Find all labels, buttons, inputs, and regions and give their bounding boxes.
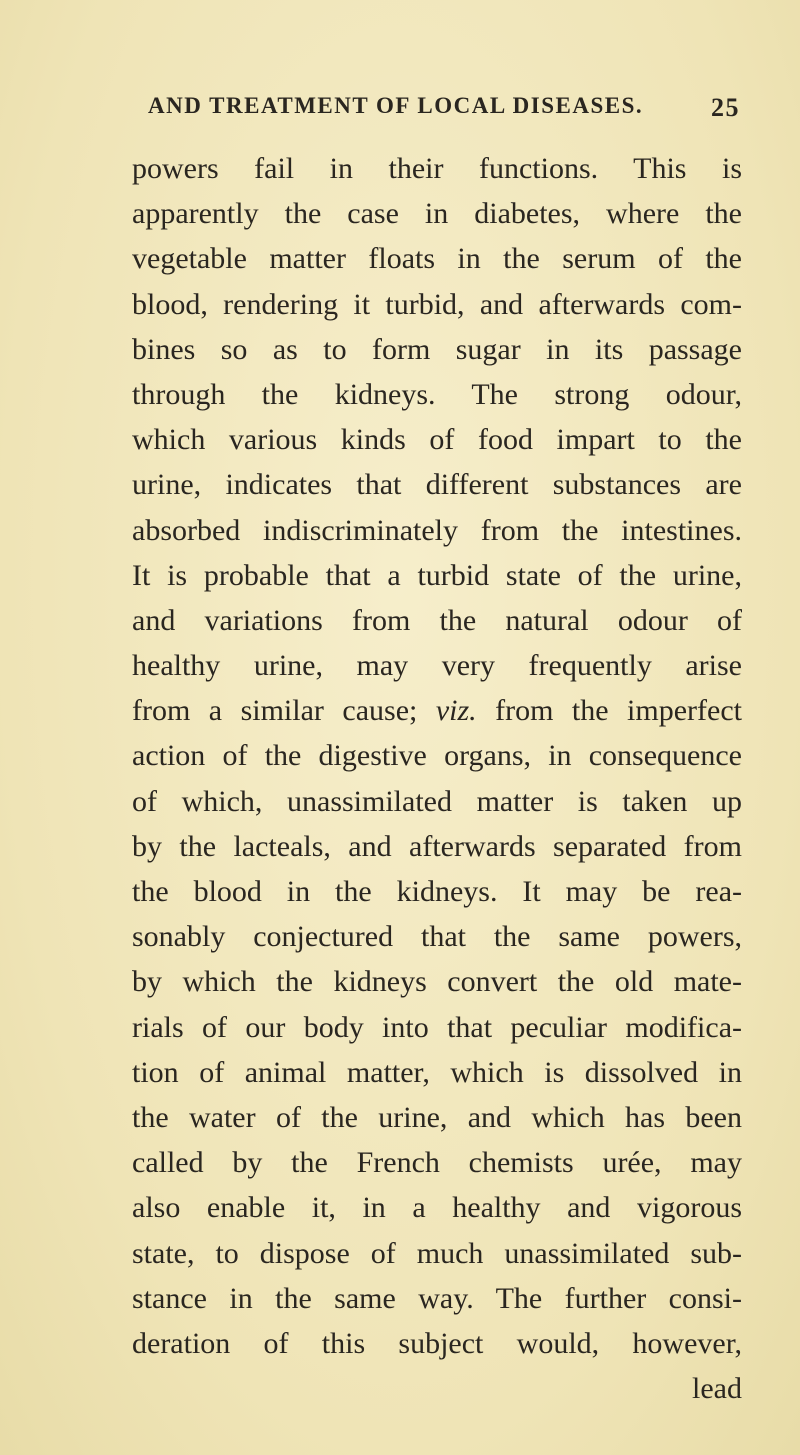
text-line: It is probable that a turbid state of the urine,	[132, 558, 742, 592]
text-line: the blood in the kidneys. It may be rea-	[132, 875, 742, 908]
text-line: healthy urine, may very frequently arise	[132, 649, 742, 683]
text-line: sonably conjectured that the same powers,	[132, 920, 742, 954]
text-line: of which, unassimilated matter is taken up	[132, 784, 742, 818]
text-line: state, to dispose of much unassimilated sub-	[132, 1236, 742, 1270]
page-number: 25	[711, 93, 740, 122]
running-title: AND TREATMENT OF LOCAL DISEASES.	[148, 93, 644, 118]
text-line: which various kinds of food impart to the	[132, 423, 742, 457]
text-line: urine, indicates that different substances are	[132, 468, 742, 502]
text-line: called by the French chemists urée, may	[132, 1146, 742, 1180]
catchword: lead	[692, 1372, 742, 1406]
text-line: rials of our body into that peculiar modifica-	[132, 1010, 742, 1044]
text-line: the water of the urine, and which has been	[132, 1100, 742, 1134]
text-line: deration of this subject would, however,	[132, 1326, 742, 1360]
body-text	[132, 146, 742, 1411]
text-line: by the lacteals, and afterwards separated from	[132, 829, 742, 863]
text-line: blood, rendering it turbid, and afterwards com-	[132, 287, 742, 321]
text-line: through the kidneys. The strong odour,	[132, 377, 742, 411]
text-line: bines so as to form sugar in its passage	[132, 332, 742, 366]
text-line: absorbed indiscriminately from the intestines.	[132, 513, 742, 547]
text-line: action of the digestive organs, in consequence	[132, 739, 742, 773]
text-line: by which the kidneys convert the old mate-	[132, 965, 742, 999]
text-line: also enable it, in a healthy and vigorous	[132, 1191, 742, 1225]
text-line: tion of animal matter, which is dissolved in	[132, 1055, 742, 1089]
text-line: vegetable matter floats in the serum of the	[132, 242, 742, 276]
running-head	[148, 93, 740, 133]
text-line: stance in the same way. The further consi-	[132, 1281, 742, 1315]
text-line-with-italic: from a similar cause; viz. from the imperfect	[132, 694, 742, 728]
text-line: apparently the case in diabetes, where the	[132, 197, 742, 231]
italic-abbreviation: viz.	[435, 694, 477, 728]
text-line: powers fail in their functions. This is	[132, 152, 742, 185]
text-line: and variations from the natural odour of	[132, 603, 742, 637]
